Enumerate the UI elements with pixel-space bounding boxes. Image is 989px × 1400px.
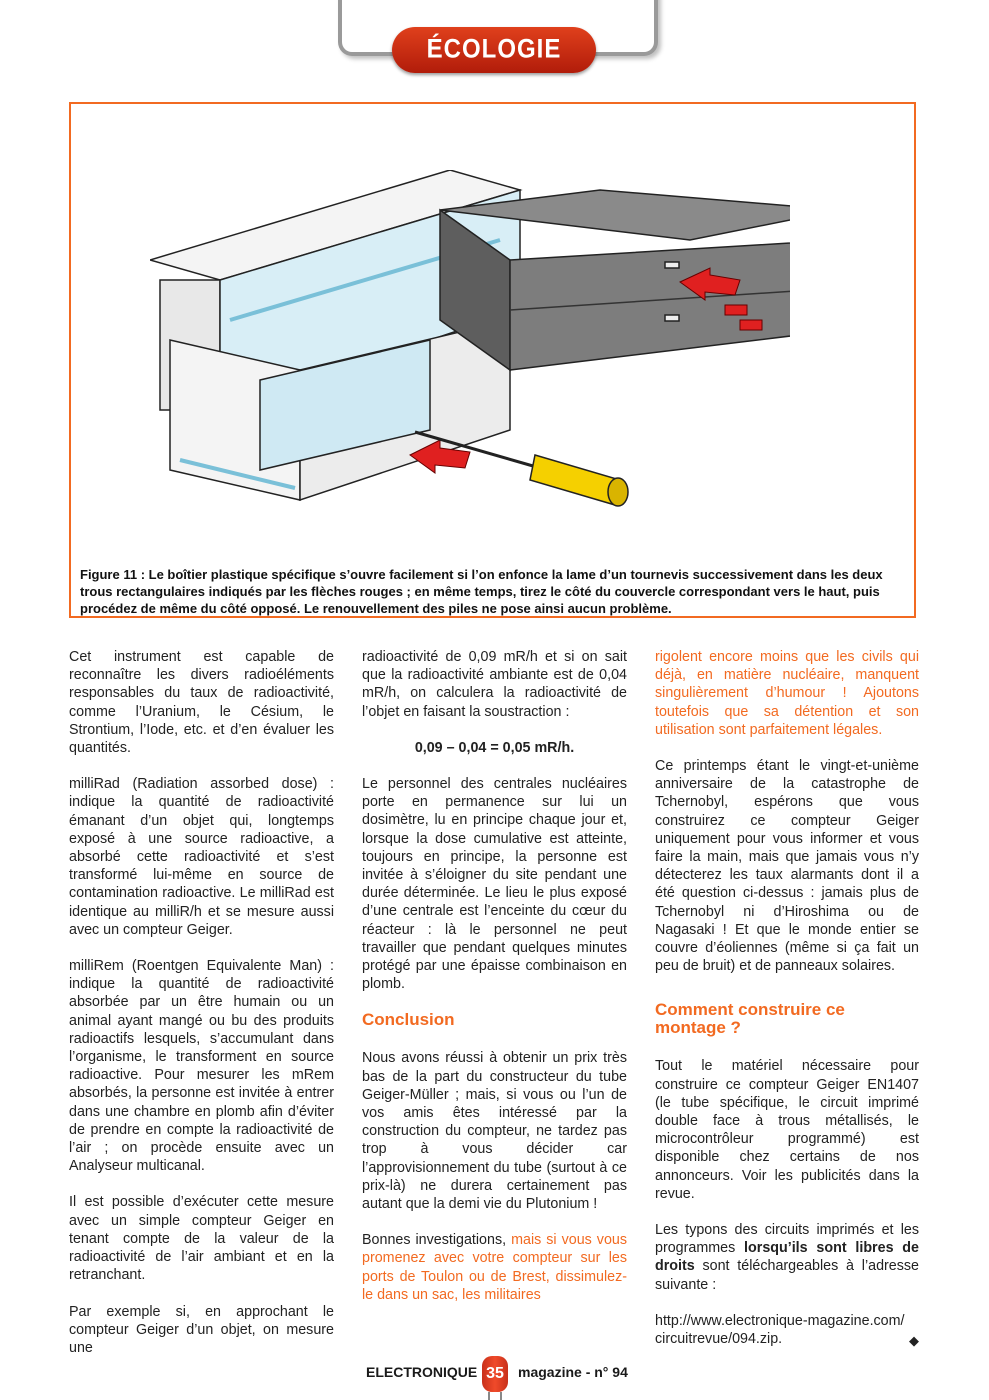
column-3: [655, 648, 919, 1366]
highlighted-paragraph: rigolent encore moins que les civils qui déjà, en matière nucléaire, manquent singulièrement d’humour ! Ajoutons toutefois que sa détention et son utilisation sont parfaitement légales.: [655, 649, 919, 738]
paragraph: [655, 1221, 919, 1294]
case-illustration: [150, 170, 790, 540]
paragraph: Ce printemps étant le vingt-et-unième anniversaire de la catastrophe de Tchernobyl, espérons que vous construirez ce compteur Geiger uniquement pour vous informer et vous faire la main, mais que jamais vous n’y détecterez les taux alarmants dont il a été question ci-dessus : jamais plus de Tchernobyl ni d’Hiroshima ou de Nagasaki ! Et que le monde entier se couvre d’éoliennes (même si ça fait un peu de bruit) et de panneaux solaires.: [655, 758, 919, 975]
paragraph: Il est possible d’exécuter cette mesure avec un simple compteur Geiger en tenant compte de la valeur de la radioactivité de l’air ambiant et en la retranchant.: [69, 1194, 334, 1284]
section-heading-build: Comment construire ce montage ?: [655, 1000, 845, 1038]
url-paragraph: [655, 1312, 919, 1348]
paragraph: Tout le matériel nécessaire pour construire ce compteur Geiger EN1407 (le tube spécifique, le circuit imprimé double face à trous métallisés, le microcontrôleur programmé) est disponible chez certains de nos annonceurs. Voir les publicités dans la revue.: [655, 1058, 919, 1202]
paragraph: Nous avons réussi à obtenir un prix très bas de la part du constructeur du tube Geiger-Müller ; mais, si vous ou l’un de vos amis êtes intéressé par la construction du compteur, ne tardez pas trop à vous décider car l’approvisionnement du tube (surtout à ce prix-là) ne durera certainement pas autant que la demi vie du Plutonium !: [362, 1050, 627, 1213]
text-span: Bonnes investigations,: [362, 1232, 507, 1249]
paragraph: milliRad (Radiation assorbed dose) : indique la quantité de radioactivité émanant d’un objet qui, longtemps exposé à une source radioactive, a absorbé cette radioactivité et s’est transformé lui-même en source de contamination radioactive. Le milliRad est identique au milliR/h et se mesure aussi avec un compteur Geiger.: [69, 776, 334, 938]
section-heading-conclusion: Conclusion: [362, 1010, 455, 1030]
magazine-issue: magazine - n° 94: [518, 1364, 628, 1380]
paragraph: [362, 1231, 627, 1304]
formula: 0,09 – 0,04 = 0,05 mR/h.: [414, 739, 575, 756]
highlighted-text: mais si vous vous promenez avec votre compteur sur les ports de Toulon ou de Brest, dissimulez-le dans un sac, les militaires: [362, 1232, 627, 1303]
text-span: Les typons des circuits imprimés et les programmes: [655, 1222, 919, 1257]
column-2: [362, 648, 627, 1322]
magazine-name: ELECTRONIQUE: [366, 1364, 478, 1380]
end-of-article-icon: ◆: [909, 1333, 919, 1349]
page-footer: [0, 1356, 989, 1396]
section-tab: [392, 27, 596, 73]
download-link[interactable]: http://www.electronique-magazine.com/ circuitrevue/094.zip.: [655, 1312, 905, 1348]
paragraph: Cet instrument est capable de reconnaître les divers radioéléments responsables du taux de radioactivité, comme l’Uranium, le Césium, le Strontium, l’Iode, etc. et d’en évaluer les quantités.: [69, 649, 334, 757]
paragraph: Par exemple si, en approchant le compteur Geiger d’un objet, on mesure une: [69, 1303, 334, 1356]
column-1: [69, 648, 334, 1375]
text-span: sont téléchargeables à l’adresse suivante :: [655, 1258, 919, 1293]
figure-caption: Figure 11 : Le boîtier plastique spécifique s’ouvre facilement si l’on enfonce la lame d’un tournevis successivement dans les deux trous rectangulaires indiqués par les flèches rouges ; en même temps, tirez le côté du couvercle correspondant vers le haut, puis procédez de même du côté opposé. Le renouvellement des piles ne pose ainsi aucun problème.: [80, 567, 883, 616]
section-title: ÉCOLOGIE: [426, 34, 562, 65]
page-number: 35: [482, 1356, 508, 1392]
paragraph: radioactivité de 0,09 mR/h et si on sait que la radioactivité ambiante est de 0,04 mR/h, on calculera la radioactivité de l’objet en faisant la soustraction :: [362, 649, 627, 720]
bold-text: lorsqu’ils sont libres de droits: [655, 1240, 919, 1275]
paragraph: Le personnel des centrales nucléaires porte en permanence sur lui un dosimètre, lu en principe chaque jour et, lorsque la dose cumulative est atteinte, toujours en principe, la personne est invitée à s’éloigner du site pendant une durée déterminée. Le lieu le plus exposé d’une centrale est l’enceinte du cœur du réacteur : là le personnel ne peut travailler que pendant quelques minutes protégé par une épaisse combinaison en plomb.: [362, 776, 627, 993]
paragraph: milliRem (Roentgen Equivalente Man) : indique la quantité de radioactivité absorbée par un être humain ou un animal ayant mangé ou bu des produits radioactifs lesquels, s’accumulant dans l’organisme, le transforment en source radioactive. Pour mesurer les mRem absorbés, la personne est invitée à entrer dans une chambre en plomb afin d’éviter de prendre en compte la radioactivité de l’air ; on procède ensuite avec un Analyseur multicanal.: [69, 958, 334, 1175]
